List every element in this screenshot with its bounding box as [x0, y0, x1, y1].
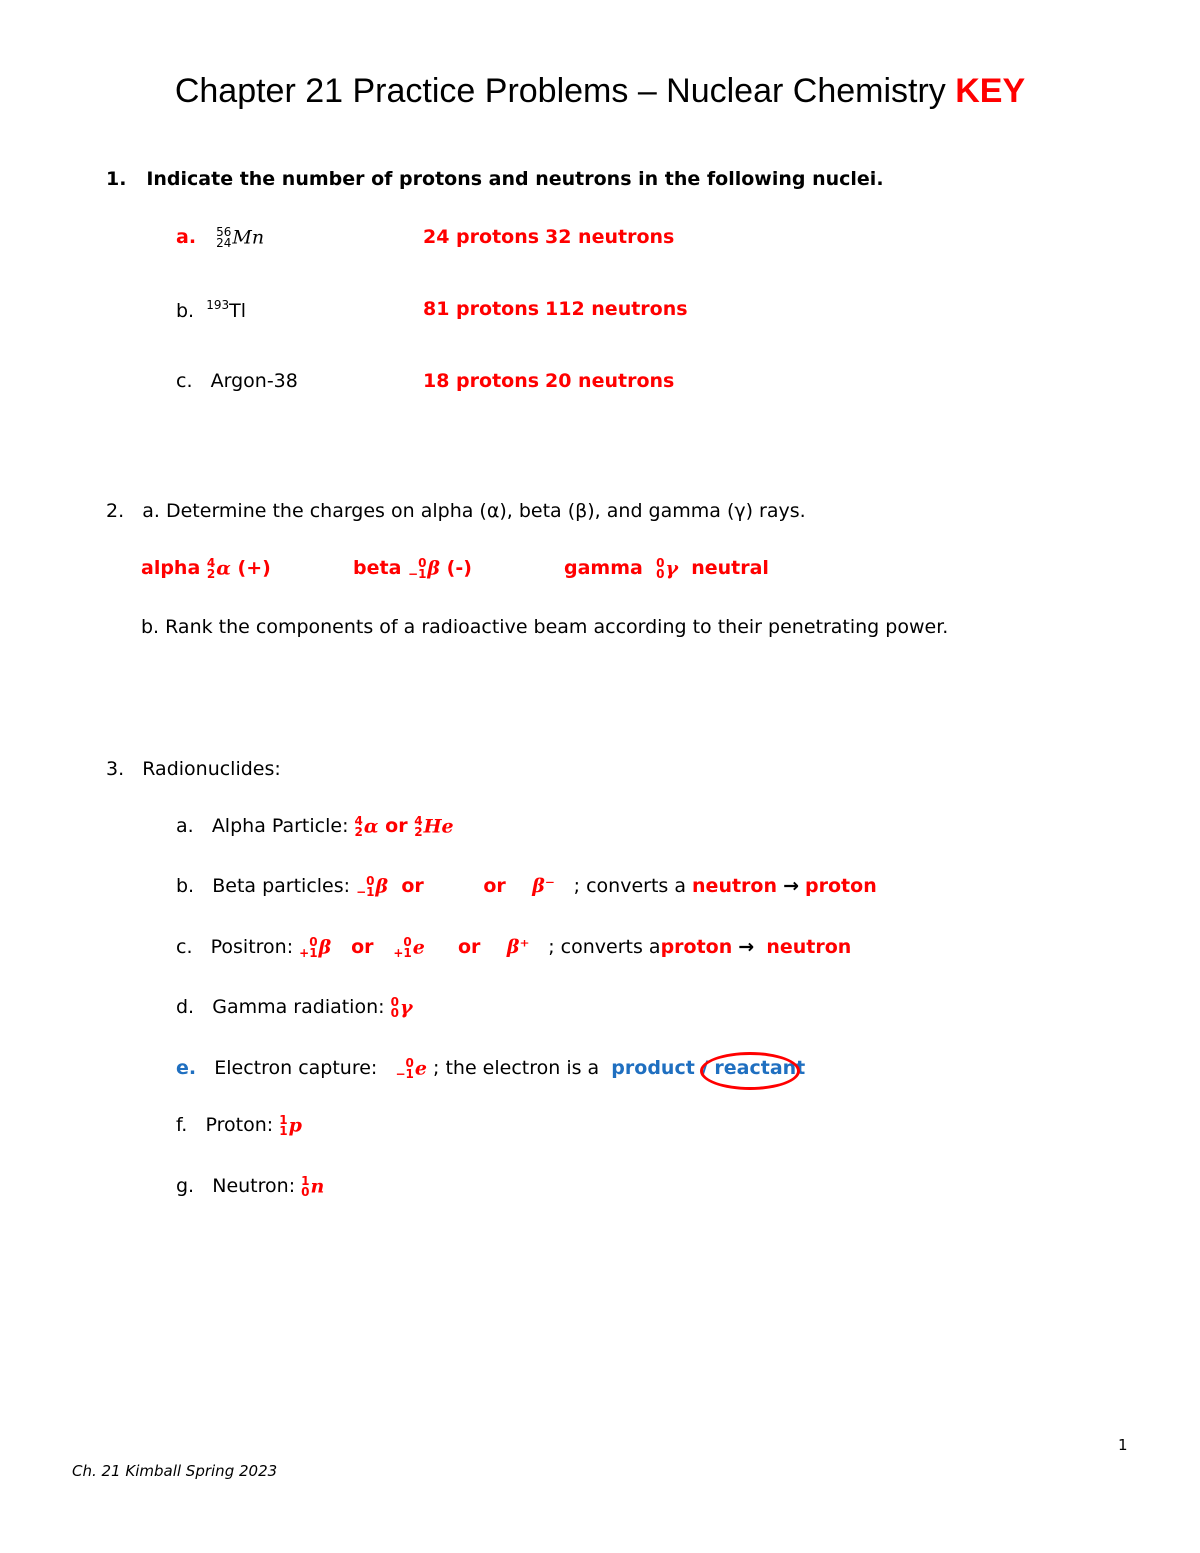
q3-b: b. Beta particles: 0 −1 β or or β⁻ ; converts a neutron → proton	[176, 873, 877, 899]
q1-a-neutrons: 32 neutrons	[545, 226, 675, 248]
q3-heading: 3. Radionuclides:	[106, 758, 281, 780]
q3-c: c. Positron: 0 +1 β or 0 +1 e or β⁺ ; converts aproton → neutron	[176, 934, 852, 960]
q2-gamma: gamma 0 0 γ neutral	[564, 555, 769, 581]
q2-b-text: b. Rank the components of a radioactive beam according to their penetrating power.	[141, 616, 949, 638]
q1-a-protons: 24 protons	[423, 226, 540, 248]
q2-alpha: alpha 4 2 α (+)	[141, 555, 271, 581]
q3-e: e. Electron capture: 0 −1 e ; the electron is a product / reactant	[176, 1055, 806, 1081]
q3-g: g. Neutron: 1 0 n	[176, 1173, 325, 1199]
q1-item-c: c. Argon-38	[176, 370, 298, 392]
q1-item-b: b. $^{193}$Tl	[176, 298, 246, 322]
page-number: 1	[1118, 1436, 1128, 1454]
page-title: Chapter 21 Practice Problems – Nuclear Chemistry KEY	[174, 72, 1026, 110]
key-label: KEY	[955, 72, 1026, 110]
q3-a: a. Alpha Particle: 4 2 α or 4 2 He	[176, 813, 454, 839]
q3-f: f. Proton: 1 1 p	[176, 1112, 302, 1138]
q1-b-neutrons: 112 neutrons	[545, 298, 688, 320]
reactant-answer: reactant	[714, 1057, 806, 1079]
reactant-circle	[700, 1052, 800, 1090]
q1-heading: 1. Indicate the number of protons and neutrons in the following nuclei.	[106, 168, 884, 190]
mn-isotope: 56 24 Mn	[216, 224, 265, 250]
q1-c-neutrons: 20 neutrons	[545, 370, 675, 392]
q2-beta: beta 0 −1 β (-)	[353, 555, 472, 581]
q1-c-protons: 18 protons	[423, 370, 540, 392]
footer: Ch. 21 Kimball Spring 2023	[72, 1462, 278, 1480]
q1-b-protons: 81 protons	[423, 298, 540, 320]
q2-a-heading: 2. a. Determine the charges on alpha (α), beta (β), and gamma (γ) rays.	[106, 500, 806, 522]
q1-item-a: a. 56 24 Mn	[176, 224, 265, 250]
q3-d: d. Gamma radiation: 0 0 γ	[176, 994, 413, 1020]
